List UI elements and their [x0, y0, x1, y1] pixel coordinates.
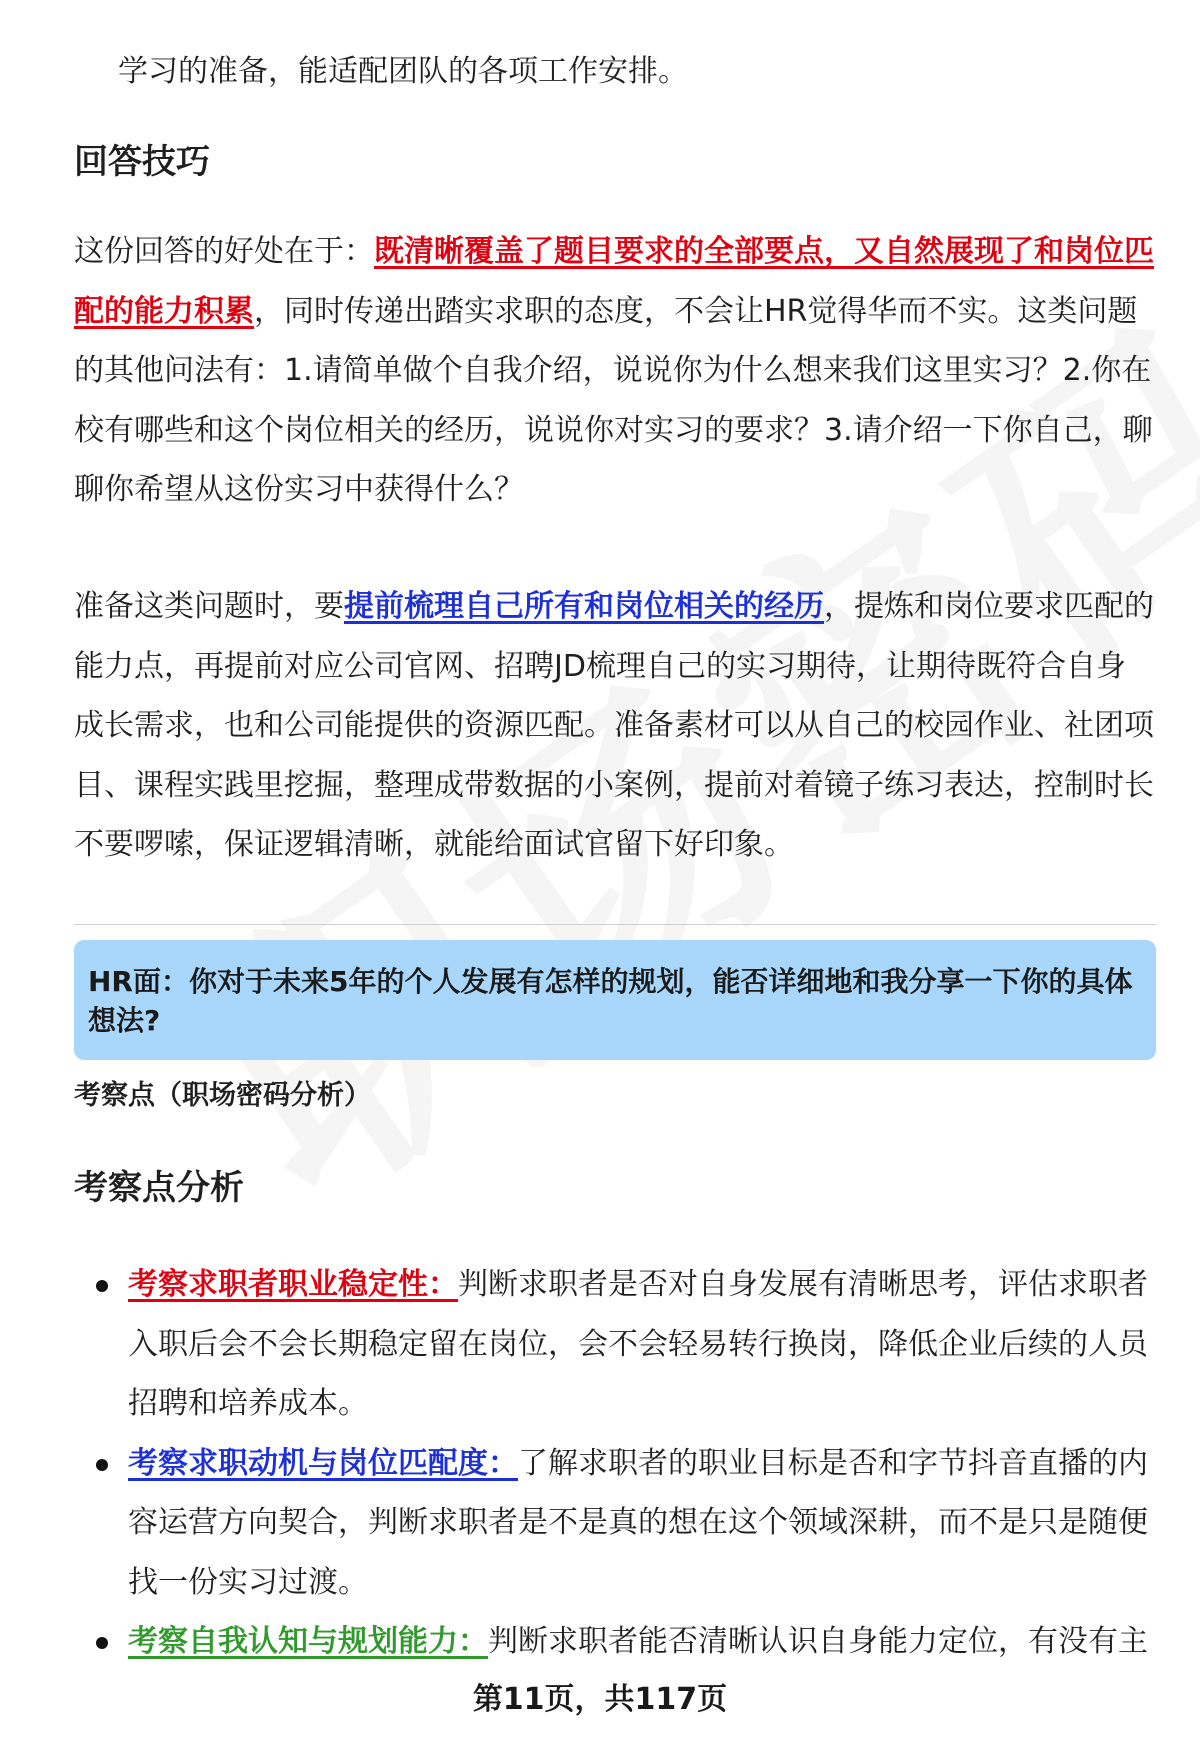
section-heading-tips: 回答技巧: [74, 142, 210, 182]
item-label: 考察求职者职业稳定性：: [128, 1267, 458, 1302]
tips-paragraph-1: [74, 222, 1154, 520]
list-item: [74, 1612, 1156, 1672]
tips-p2-emphasis: 提前梳理自己所有和岗位相关的经历: [344, 589, 824, 624]
tips-p1-emphasis: 既清晰覆盖了题目要求的全部要点，又自然展现了和岗位匹配的能力积累: [74, 234, 1154, 329]
item-label: 考察自我认知与规划能力：: [128, 1624, 488, 1659]
tips-p1-prefix: 这份回答的好处在于：: [74, 234, 374, 269]
item-text: 判断求职者是否对自身发展有清晰思考，评估求职者入职后会不会长期稳定留在岗位，会不会轻易转行换岗，降低企业后续的人员招聘和培养成本。: [128, 1267, 1148, 1421]
subheading-inspection: 考察点（职场密码分析）: [74, 1080, 371, 1111]
question-box: HR面：你对于未来5年的个人发展有怎样的规划，能否详细地和我分享一下你的具体想法?: [74, 940, 1156, 1060]
item-label: 考察求职动机与岗位匹配度：: [128, 1445, 518, 1481]
bullet-dot-icon: [96, 1637, 108, 1649]
tips-p2-suffix: ，提炼和岗位要求匹配的能力点，再提前对应公司官网、招聘JD梳理自己的实习期待，让期待既符合自身成长需求，也和公司能提供的资源匹配。准备素材可以从自己的校园作业、社团项目、课程实践里挖掘，整理成带数据的小案例，提前对着镜子练习表达，控制时长不要啰嗦，保证逻辑清晰，就能给面试官留下好印象。: [74, 589, 1154, 862]
bullet-dot-icon: [96, 1280, 108, 1292]
section-divider: [74, 924, 1156, 925]
tips-paragraph-2: [74, 577, 1154, 875]
section-heading-analysis: 考察点分析: [74, 1168, 244, 1208]
item-text: 判断求职者能否清晰认识自身能力定位，有没有主: [488, 1624, 1148, 1659]
list-item: [74, 1255, 1156, 1434]
analysis-list: [74, 1255, 1156, 1672]
tips-p1-suffix: ，同时传递出踏实求职的态度，不会让HR觉得华而不实。这类问题的其他问法有：1.请简单做个自我介绍，说说你为什么想来我们这里实习？2.你在校有哪些和这个岗位相关的经历，说说你对实习的要求？3.请介绍一下你自己，聊聊你希望从这份实习中获得什么？: [74, 293, 1153, 507]
list-item: [74, 1434, 1156, 1613]
tips-p2-prefix: 准备这类问题时，要: [74, 589, 344, 624]
intro-line: 学习的准备，能适配团队的各项工作安排。: [118, 54, 688, 89]
page-number-footer: 第11页，共117页: [472, 1682, 728, 1717]
item-text: 了解求职者的职业目标是否和字节抖音直播的内容运营方向契合，判断求职者是不是真的想在这个领域深耕，而不是只是随便找一份实习过渡。: [128, 1445, 1148, 1600]
bullet-dot-icon: [96, 1459, 108, 1471]
